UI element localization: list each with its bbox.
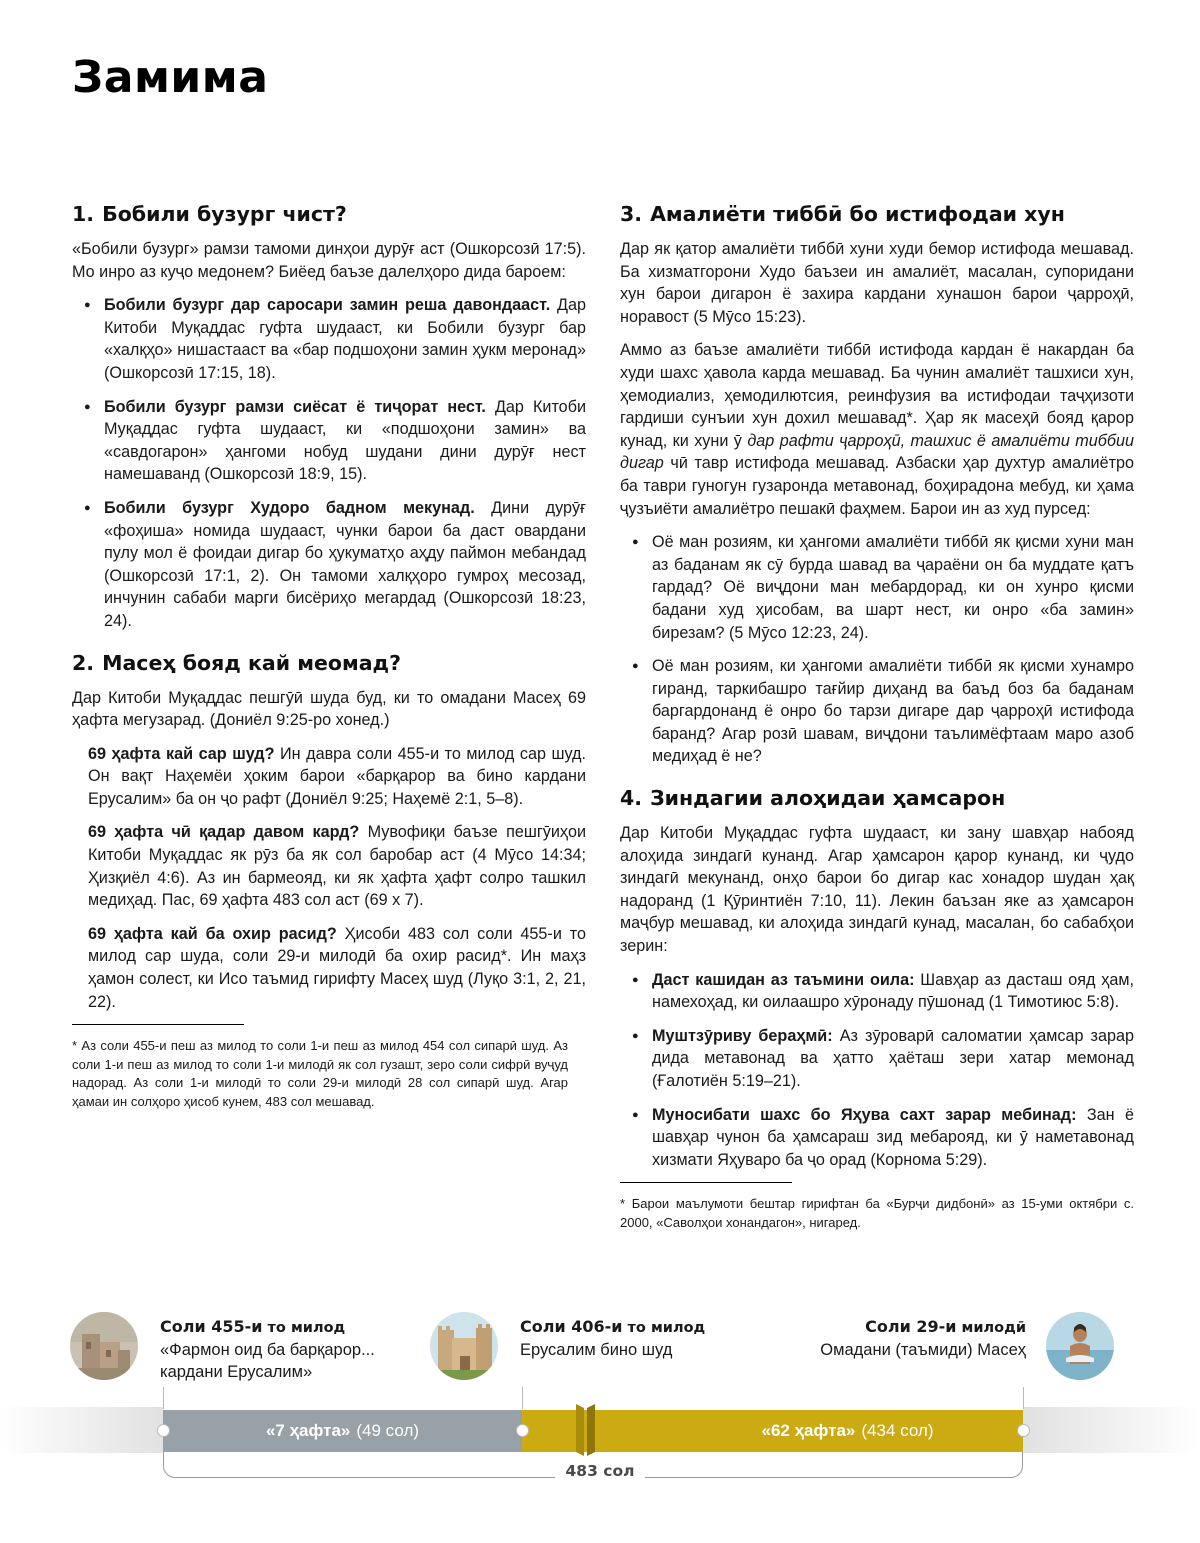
timeline-band-fade-left	[0, 1407, 163, 1453]
bullet-text: Шавҳар аз дасташ ояд ҳам, намехоҳад, ки оилаашро хӯронаду пӯшонад (1 Тимотиюс 5:8).	[652, 970, 1134, 1012]
event-year-suffix: милодӣ	[956, 1320, 1026, 1336]
total-span-label: 483 сол	[555, 1462, 645, 1480]
question-text: Ин давра соли 455-и то милод сар шуд. Он вақт Наҳемёи ҳоким барои «барқарор ва бино кардани Ерусалим» ба он ҷо рафт (Дониёл 9:25; Наҳемё 2:1, 5–8).	[88, 744, 586, 808]
section-babylon	[72, 202, 586, 633]
timeline-tick	[522, 1387, 523, 1409]
section-blood	[620, 202, 1134, 768]
paragraph	[620, 339, 1134, 520]
section-number: 1.	[72, 202, 95, 226]
section-number: 2.	[72, 650, 95, 675]
question-text: Ҳисоби 483 сол соли 455-и то милод сар шуда, соли 29-и милодӣ ба охир расид*. Ин маҳз ҳамон солест, ки Исо таъмид гирифту Масеҳ шуд (Луқо 3:1, 2, 21, 22).	[88, 924, 586, 1011]
bullet-text: Дар Китоби Муқаддас гуфта шудааст, ки Бобили бузург бар «халқҳо» нишастааст ва «бар подшоҳони замин ҳукм меронад» (Ошкорсозӣ 17:15, 18).	[104, 296, 586, 382]
bullet-lead: Бобили бузург дар саросари замин реша давондааст.	[104, 296, 551, 315]
paragraph: Дар Китоби Муқаддас гуфта шудааст, ки зану шавҳар набояд алоҳида зиндагӣ кунанд. Агар ҳамсарон қарор кунанд, ки ҷудо зиндагӣ мекунанд, онҳо барои бо дигар кас хонадор шудан ҳақ надоранд (1 Қӯринтиён 7:10, 11). Лекин баъзан яке аз ҳамсарон маҷбур мешавад, ки алоҳида зиндагӣ кунад, масалан, бо сабабҳои зерин:	[620, 824, 1134, 956]
timeline-tick	[1023, 1387, 1024, 1409]
event-year: Соли 455-и	[160, 1317, 263, 1336]
footnote: * Барои маълумоти бештар гирифтан ба «Бурҷи дидбонӣ» аз 15-уми октябри с. 2000, «Саволҳои хонандагон», нигаред.	[620, 1196, 1134, 1230]
list-item: ● Оё ман розиям, ки ҳангоми амалиёти тиббӣ як қисми хуни ман аз баданам як сӯ бурда шавад ва ҷараёни он ба муддате қатъ гардад? Оё виҷдони ман мебардорад, ки он хунро қисми бадани худ ҳисобам, ва шарт нест, ки онро «ба замин» бирезам? (5 Мӯсо 12:23, 24).	[620, 531, 1134, 644]
segment-label: «7 ҳафта»	[265, 1421, 351, 1440]
question-block	[72, 923, 586, 1013]
list-item	[72, 294, 586, 384]
section-heading	[620, 786, 1134, 810]
question-lead: 69 ҳафта кай ба охир расид?	[88, 924, 337, 943]
bullet-lead: Муносибати шахс бо Яҳува сахт зарар мебинад:	[652, 1105, 1077, 1124]
list-item	[72, 396, 586, 486]
footnote: * Аз соли 455-и пеш аз милод то соли 1-и пеш аз милод 454 сол сипарӣ шуд. Аз соли 1-и пеш аз милод то соли 1-и милодӣ як сол гузашт, зеро соли сифрӣ вуҷуд надорад. Аз соли 1-и милодӣ то соли 29-и милодӣ 28 сол сипарӣ шуд. Агар ҳамаи ин солҳоро ҳисоб кунем, 483 сол мешавад.	[72, 1038, 568, 1109]
event-year: Соли 406-и	[520, 1317, 623, 1336]
section-number: 4.	[620, 786, 643, 811]
section-heading	[72, 202, 586, 226]
footnote-divider	[72, 1024, 244, 1025]
bullet-text: Дини дурӯғ «фоҳиша» номида шудааст, чунки барои ба даст овардани пулу мол ё фоидаи дигар бо ҳукуматҳо аҳду паймон мебандад (Ошкорсозӣ 17:1, 2). Он тамоми халқҳоро гумроҳ месозад, инчунин сабаби марги бисёриҳо мегардад (Ошкорсозӣ 18:23, 24).	[104, 498, 586, 630]
timeline	[0, 1300, 1200, 1500]
event-caption: «Фармон оид ба барқарор... кардани Ерусалим»	[160, 1341, 375, 1381]
timeline-event-406bc	[520, 1316, 705, 1361]
page-title: Замима	[72, 52, 269, 103]
list-item	[72, 497, 586, 633]
event-year-suffix: то милод	[622, 1320, 706, 1336]
event-year-suffix: то милод	[262, 1320, 346, 1336]
footnote-divider	[620, 1182, 792, 1183]
section-heading	[620, 202, 1134, 226]
text-run: чӣ тавр истифода мешавад. Азбаски ҳар духтур амалиётро ба таври гуногун гузаронда метавонад, боҳирадона мебуд, ки ҳама ҷузъиёти амалиётро пешакӣ фаҳмем. Барои ин аз худ пурсед:	[620, 454, 1134, 518]
section-messiah	[72, 651, 586, 1112]
section-title: Масеҳ бояд кай меомад?	[102, 650, 401, 675]
timeline-event-455bc	[160, 1316, 380, 1383]
question-text: Мувофиқи баъзе пешгӯиҳои Китоби Муқаддас як рӯз ба як сол баробар аст (4 Мӯсо 14:34; Ҳизқиёл 4:6). Аз ин бармеояд, ки як ҳафта ҳафт солро ташкил медиҳад. Пас, 69 ҳафта 483 сол аст (69 x 7).	[88, 823, 586, 910]
segment-years: (49 сол)	[356, 1421, 420, 1440]
event-caption: Омадани (таъмиди) Масеҳ	[820, 1341, 1026, 1359]
segment-years: (434 сол)	[861, 1421, 934, 1440]
section-title: Зиндагии алоҳидаи ҳамсарон	[650, 786, 1006, 811]
bullet-lead: Даст кашидан аз таъмини оила:	[652, 970, 915, 989]
list-item	[620, 1025, 1134, 1093]
section-separation	[620, 786, 1134, 1232]
timeline-marker	[157, 1424, 170, 1437]
section-heading	[72, 651, 586, 675]
timeline-break-icon	[570, 1402, 600, 1458]
list-item	[620, 1104, 1134, 1172]
italic-run: дар рафти ҷарроҳӣ, ташхис ё амалиёти тиббии дигар	[620, 431, 1134, 473]
section-title: Амалиёти тиббӣ бо истифодаи хун	[650, 202, 1065, 226]
bullet-text: Дар Китоби Муқаддас гуфта шудааст, ки «подшоҳони замин» ва «савдогарон» ҳангоми нобуд шудани дини дурӯғ нест намешаванд (Ошкорсозӣ 18:9, 15).	[104, 397, 587, 484]
bullet-text: Аз зӯроварӣ саломатии ҳамсар зарар дида метавонад ва ҳатто ҳаёташ зери хатар мемонад (Ғалотиён 5:19–21).	[652, 1026, 1134, 1090]
paragraph: «Бобили бузург» рамзи тамоми динҳои дурӯғ аст (Ошкорсозӣ 17:5). Мо инро аз куҷо медонем? Биёед баъзе далелҳоро дида бароем:	[72, 240, 586, 281]
text-run: Аммо аз баъзе амалиёти тиббӣ истифода кардан ё накардан ба худи шахс ҳавола карда мешавад. Ба чунин амалиёт ташхиси хун, ҳемодиализ, ҳемодилютсия, реинфузия ва истифодаи таҷҳизоти гардиши сунъии хун дохил мешавад*. Ҳар як масеҳӣ бояд қарор кунад, ки хуни ӯ	[620, 341, 1134, 450]
bullet-text: Зан ё шавҳар чунон ба ҳамсараш зид мебарояд, ки ӯ наметавонад хизмати Яҳуваро ба ҷо орад (Корнома 5:29).	[652, 1105, 1134, 1169]
timeline-marker	[516, 1424, 529, 1437]
segment-label: «62 ҳафта»	[761, 1421, 856, 1440]
bullet-list	[620, 969, 1134, 1172]
baptism-icon	[1046, 1312, 1114, 1380]
ruined-city-icon	[70, 1312, 138, 1380]
bullet-lead: Бобили бузург Худоро бадном мекунад.	[104, 498, 475, 517]
timeline-marker	[1017, 1424, 1030, 1437]
list-item	[620, 969, 1134, 1014]
event-caption: Ерусалим бино шуд	[520, 1341, 673, 1359]
paragraph: Дар як қатор амалиёти тиббӣ хуни худи бемор истифода мешавад. Ба хизматгорони Худо баъзеи ин амалиёт, масалан, супоридани хун барои дигарон ё захира кардани хунашон барои ҷарроҳӣ, норавост (5 Мӯсо 15:23).	[620, 240, 1134, 326]
section-number: 3.	[620, 202, 643, 226]
list-item: ● Оё ман розиям, ки ҳангоми амалиёти тиббӣ як қисми хунамро гиранд, таркибашро тағйир диҳанд ва баъд боз ба баданам баргардонанд ё онро бо тарзи дигаре дар ҷарроҳӣ истифода баранд? Агар розӣ шавам, виҷдони таълимёфтаам маро азоб медиҳад ё не?	[620, 655, 1134, 768]
rebuilt-city-icon	[430, 1312, 498, 1380]
right-column	[620, 202, 1134, 1250]
paragraph: Дар Китоби Муқаддас пешгӯӣ шуда буд, ки то омадани Масеҳ 69 ҳафта мегузарад. (Дониёл 9:25-ро хонед.)	[72, 688, 586, 730]
section-title: Бобили бузург чист?	[102, 202, 347, 226]
bullet-list	[620, 531, 1134, 768]
timeline-event-29ad	[820, 1316, 1026, 1361]
event-year: Соли 29-и	[865, 1317, 957, 1336]
timeline-tick	[163, 1387, 164, 1409]
question-block	[72, 821, 586, 911]
left-column	[72, 202, 586, 1129]
bullet-list	[72, 294, 586, 632]
question-block	[72, 743, 586, 811]
bullet-lead: Бобили бузург рамзи сиёсат ё тиҷорат нест.	[104, 397, 486, 416]
question-lead: 69 ҳафта кай сар шуд?	[88, 744, 275, 763]
bullet-lead: Муштзӯриву бераҳмӣ:	[652, 1026, 833, 1045]
timeline-band-fade-right	[1023, 1407, 1200, 1453]
timeline-segment-7-weeks	[163, 1410, 522, 1452]
question-lead: 69 ҳафта чӣ қадар давом кард?	[88, 823, 360, 842]
